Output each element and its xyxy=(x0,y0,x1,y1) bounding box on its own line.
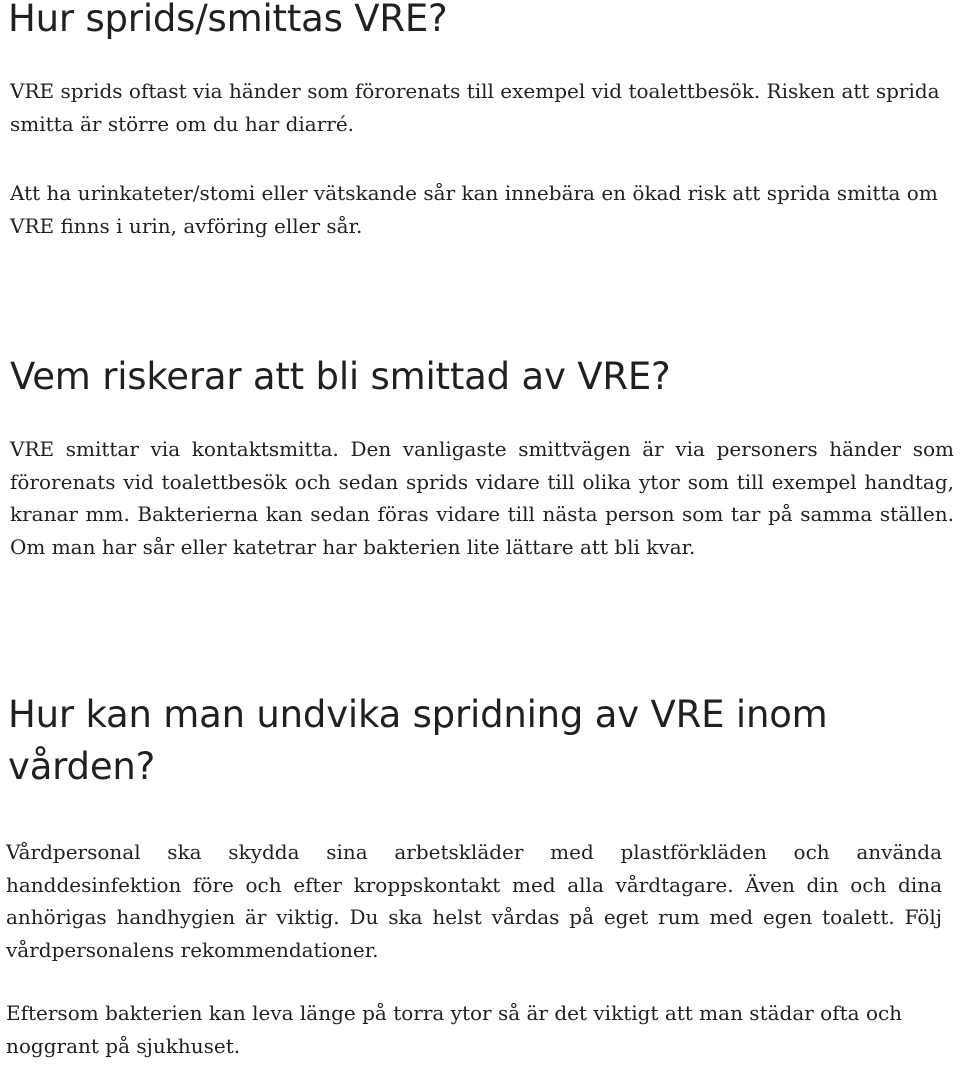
heading-spread: Hur sprids/smittas VRE? xyxy=(8,0,448,40)
heading-prevention: Hur kan man undvika spridning av VRE inom vården? xyxy=(8,693,828,788)
paragraph-spread-hands: VRE sprids oftast via händer som förorenats till exempel vid toalettbesök. Risken att sprida smitta är större om du har diarré. xyxy=(10,79,940,136)
paragraph-cleaning: Eftersom bakterien kan leva länge på torra ytor så är det viktigt att man städar ofta och noggrant på sjukhuset. xyxy=(6,1001,903,1058)
paragraph-contact-transmission: VRE smittar via kontaktsmitta. Den vanligaste smittvägen är via personers händer som förorenats vid toalettbesök och sedan sprids vidare till olika ytor som till exempel handtag, kranar mm. Bakterierna kan sedan föras vidare till nästa person som tar på samma ställen. Om man har sår eller katetrar har bakterien lite lättare att bli kvar. xyxy=(10,437,954,559)
paragraph-hand-hygiene: Vårdpersonal ska skydda sina arbetskläder med plastförkläden och använda handdesinfektion före och efter kroppskontakt med alla vårdtagare. Även din och dina anhörigas handhygien är viktig. Du ska helst vårdas på eget rum med egen toalett. Följ vårdpersonalens rekommendationer. xyxy=(6,840,942,962)
paragraph-spread-catheter: Att ha urinkateter/stomi eller vätskande sår kan innebära en ökad risk att sprida smitta om VRE finns i urin, avföring eller sår. xyxy=(10,181,938,238)
heading-who-at-risk: Vem riskerar att bli smittad av VRE? xyxy=(10,355,671,398)
